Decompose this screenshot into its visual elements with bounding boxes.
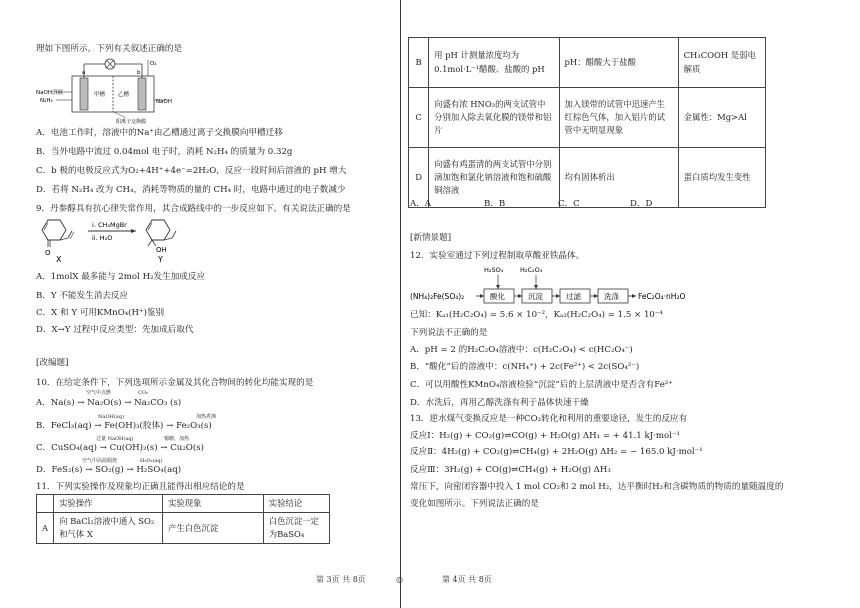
q12-option-a: A．pH = 2 的H₂C₂O₄溶液中：c(H₂C₂O₄) < c(HC₂O₄⁻) xyxy=(410,345,633,355)
q10-a-cond2: CO₂ xyxy=(138,390,148,396)
table-row xyxy=(409,88,766,148)
label-n2h4: N₂H₄ xyxy=(40,98,53,104)
q10-b-cond1: NaOH(aq) xyxy=(98,414,124,420)
row-operation: 向 BaCl₂溶液中通入 SO₂ 和气体 X xyxy=(54,513,163,544)
q10-a-cond1: 空气中点燃 xyxy=(86,390,112,396)
q10-option-a: A．Na(s) → Na₂O(s) → Na₂CO₃ (s) xyxy=(36,398,182,408)
q13-reaction-3: 反应Ⅲ：3H₂(g) + CO(g)⇌CH₄(g) + H₂O(g) ΔH₃ xyxy=(410,465,611,475)
row-letter: A xyxy=(37,513,54,544)
label-jia-cao: 甲槽 xyxy=(94,92,106,98)
row-letter: B xyxy=(409,38,429,88)
q10-stem: 10．在给定条件下，下列选项所示金属及其化合物间的转化均能实现的是 xyxy=(36,378,314,388)
label-x: X xyxy=(56,255,62,264)
q12-option-c: C．可以用酸性KMnO₄溶液检验“沉淀”后的上层清液中是否含有Fe²⁺ xyxy=(410,380,673,390)
q10-c-cond2: 葡糖，加热 xyxy=(164,436,190,442)
flow-reagent-1: H₂SO₄ xyxy=(484,266,504,274)
q13-reaction-2: 反应Ⅱ：4H₂(g) + CO₂(g)⇌CH₄(g) + 2H₂O(g) ΔH₂ = − 165.0 kJ·mol⁻¹ xyxy=(410,447,703,457)
label-o2: O₂ xyxy=(150,61,157,67)
q11-table-part1 xyxy=(36,494,330,544)
electrolysis-diagram xyxy=(36,56,196,124)
q10-b-cond2: 加热煮沸 xyxy=(196,414,217,420)
label-y: Y xyxy=(158,255,163,264)
row-operation: 用 pH 计测量浓度均为 0.1mol·L⁻¹醋酸、盐酸的 pH xyxy=(429,38,559,88)
q11-answer-b: B．B xyxy=(484,199,506,209)
header-operation: 实验操作 xyxy=(54,495,163,513)
row-conclusion: CH₃COOH 是弱电解质 xyxy=(678,38,765,88)
q10-option-b: B．FeCl₃(aq) → Fe(OH)₃(胶体) → Fe₂O₃(s) xyxy=(36,421,212,431)
q10-c-cond1: 过量 NaOH(aq) xyxy=(96,436,134,442)
label-electrode-b: b xyxy=(137,70,141,76)
label-oh: OH xyxy=(156,246,167,254)
section-new: [新情景题] xyxy=(410,233,452,243)
flow-step-2: 沉淀 xyxy=(528,292,543,301)
q9-option-b: B．Y 不能发生消去反应 xyxy=(36,291,129,301)
label-membrane: 阳离子交换膜 xyxy=(116,119,147,124)
row-conclusion: 蛋白质均发生变性 xyxy=(678,148,765,208)
section-gaibian: [改编题] xyxy=(36,358,69,368)
header-phenomenon: 实验现象 xyxy=(163,495,264,513)
row-phenomenon: pH：醋酸大于盐酸 xyxy=(559,38,678,88)
q11-answer-a: A．A xyxy=(410,199,432,209)
row-phenomenon: 加入镁带的试管中迅速产生红棕色气体，加入铝片的试管中无明显现象 xyxy=(559,88,678,148)
q11-answer-c: C．C xyxy=(558,199,580,209)
row-operation: 向盛有鸡蛋清的两支试管中分别滴加饱和氯化钠溶液和饱和硫酸铜溶液 xyxy=(429,148,559,208)
q12-option-b: B．“酸化”后的溶液中：c(NH₄⁺) + 2c(Fe²⁺) < 2c(SO₄²⁻) xyxy=(410,362,640,372)
q13-stem: 13．逆水煤气变换反应是一种CO₂转化和利用的重要途径，发生的反应有 xyxy=(410,414,688,424)
page-number-right: 第 4页 共 8页 xyxy=(442,575,492,584)
q12-option-d: D．水洗后，再用乙醇洗涤有利于晶体快速干燥 xyxy=(410,398,589,408)
center-mark: ◎ xyxy=(396,575,403,584)
q10-d-cond1: 空气中高温煅烧 xyxy=(82,458,118,464)
q9-option-d: D．X→Y 过程中反应类型：先加成后取代 xyxy=(36,325,194,335)
q10-d-cond2: H₂O₂(aq) xyxy=(140,458,163,464)
flow-reagent-2: H₂C₂O₄ xyxy=(520,266,543,274)
q9-stem: 9．丹参醇具有抗心律失常作用，其合成路线中的一步反应如下。有关说法正确的是 xyxy=(36,204,351,214)
q9-option-a: A．1molX 最多能与 2mol H₂发生加成反应 xyxy=(36,272,206,282)
q11-table-part2 xyxy=(408,37,766,208)
row-phenomenon: 均有固体析出 xyxy=(559,148,678,208)
q13-text-1: 常压下，向密闭容器中投入 1 mol CO₂和 2 mol H₂，达平衡时H₂和含碳物质的物质的量随温度的 xyxy=(410,482,784,492)
column-divider xyxy=(400,0,401,608)
q8-option-d: D．若将 N₂H₄ 改为 CH₄，消耗等物质的量的 CH₄ 时，电路中通过的电子数减少 xyxy=(36,185,346,195)
reagent-2: ii. H₂O xyxy=(92,234,113,242)
q12-flowchart xyxy=(408,262,738,308)
label-yi-cao: 乙槽 xyxy=(118,92,130,98)
header-conclusion: 实验结论 xyxy=(263,495,329,513)
label-electrode-a: a xyxy=(82,70,86,76)
row-operation: 向盛有浓 HNO₃的两支试管中分别加入除去氧化膜的镁带和铝片 xyxy=(429,88,559,148)
table-header-row xyxy=(37,495,330,513)
row-conclusion: 白色沉淀一定为BaSO₄ xyxy=(263,513,329,544)
q12-question: 下列说法不正确的是 xyxy=(410,328,488,338)
q8-option-a: A．电池工作时，溶液中的Na⁺由乙槽通过离子交换膜向甲槽迁移 xyxy=(36,128,283,138)
q12-known: 已知：Kₐ₁(H₂C₂O₄) = 5.6 × 10⁻²，Kₐ₂(H₂C₂O₄) = 1.5 × 10⁻⁴ xyxy=(410,310,663,320)
q13-text-2: 变化如图所示。下列说法正确的是 xyxy=(410,499,539,509)
table-row xyxy=(409,38,766,88)
flow-product: FeC₂O₄·nH₂O xyxy=(638,292,686,301)
q9-option-c: C．X 和 Y 可用KMnO₄(H⁺)鉴别 xyxy=(36,308,165,318)
flow-start: (NH₄)₂Fe(SO₄)₂ xyxy=(410,292,465,301)
page-number-left: 第 3页 共 8页 xyxy=(316,575,366,584)
label-naoh: NaOH xyxy=(156,99,172,105)
flow-step-3: 过滤 xyxy=(566,292,581,301)
flow-step-4: 洗涤 xyxy=(604,292,619,301)
q10-option-d: D．FeS₂(s) → SO₂(g) → H₂SO₄(aq) xyxy=(36,465,182,475)
q11-answer-d: D．D xyxy=(630,199,653,209)
label-o: O xyxy=(45,249,51,257)
q10-option-c: C．CuSO₄(aq) → Cu(OH)₂(s) → Cu₂O(s) xyxy=(36,443,204,453)
q9-reaction-scheme xyxy=(36,214,236,264)
table-row xyxy=(37,513,330,544)
label-naoh-solution: NaOH溶液 xyxy=(36,90,63,96)
q11-stem: 11．下列实验操作及现象均正确且能得出相应结论的是 xyxy=(36,482,245,492)
reagent-1: i. CH₃MgBr xyxy=(92,221,127,229)
row-conclusion: 金属性：Mg>Al xyxy=(678,88,765,148)
row-letter: C xyxy=(409,88,429,148)
q13-reaction-1: 反应Ⅰ：H₂(g) + CO₂(g)⇌CO(g) + H₂O(g) ΔH₁ = + 41.1 kJ·mol⁻¹ xyxy=(410,431,680,441)
q8-intro: 理如下图所示。下列有关叙述正确的是 xyxy=(36,44,183,54)
q12-stem: 12．实验室通过下列过程制取草酸亚铁晶体。 xyxy=(410,251,585,261)
table-row xyxy=(409,148,766,208)
flow-step-1: 酸化 xyxy=(490,292,505,301)
q8-option-c: C．b 极的电极反应式为O₂+4H⁺+4e⁻=2H₂O，反应一段时间后溶液的 pH 增大 xyxy=(36,166,347,176)
q8-option-b: B．当外电路中流过 0.04mol 电子时，消耗 N₂H₄ 的质量为 0.32g xyxy=(36,147,293,157)
row-letter: D xyxy=(409,148,429,208)
row-phenomenon: 产生白色沉淀 xyxy=(163,513,264,544)
